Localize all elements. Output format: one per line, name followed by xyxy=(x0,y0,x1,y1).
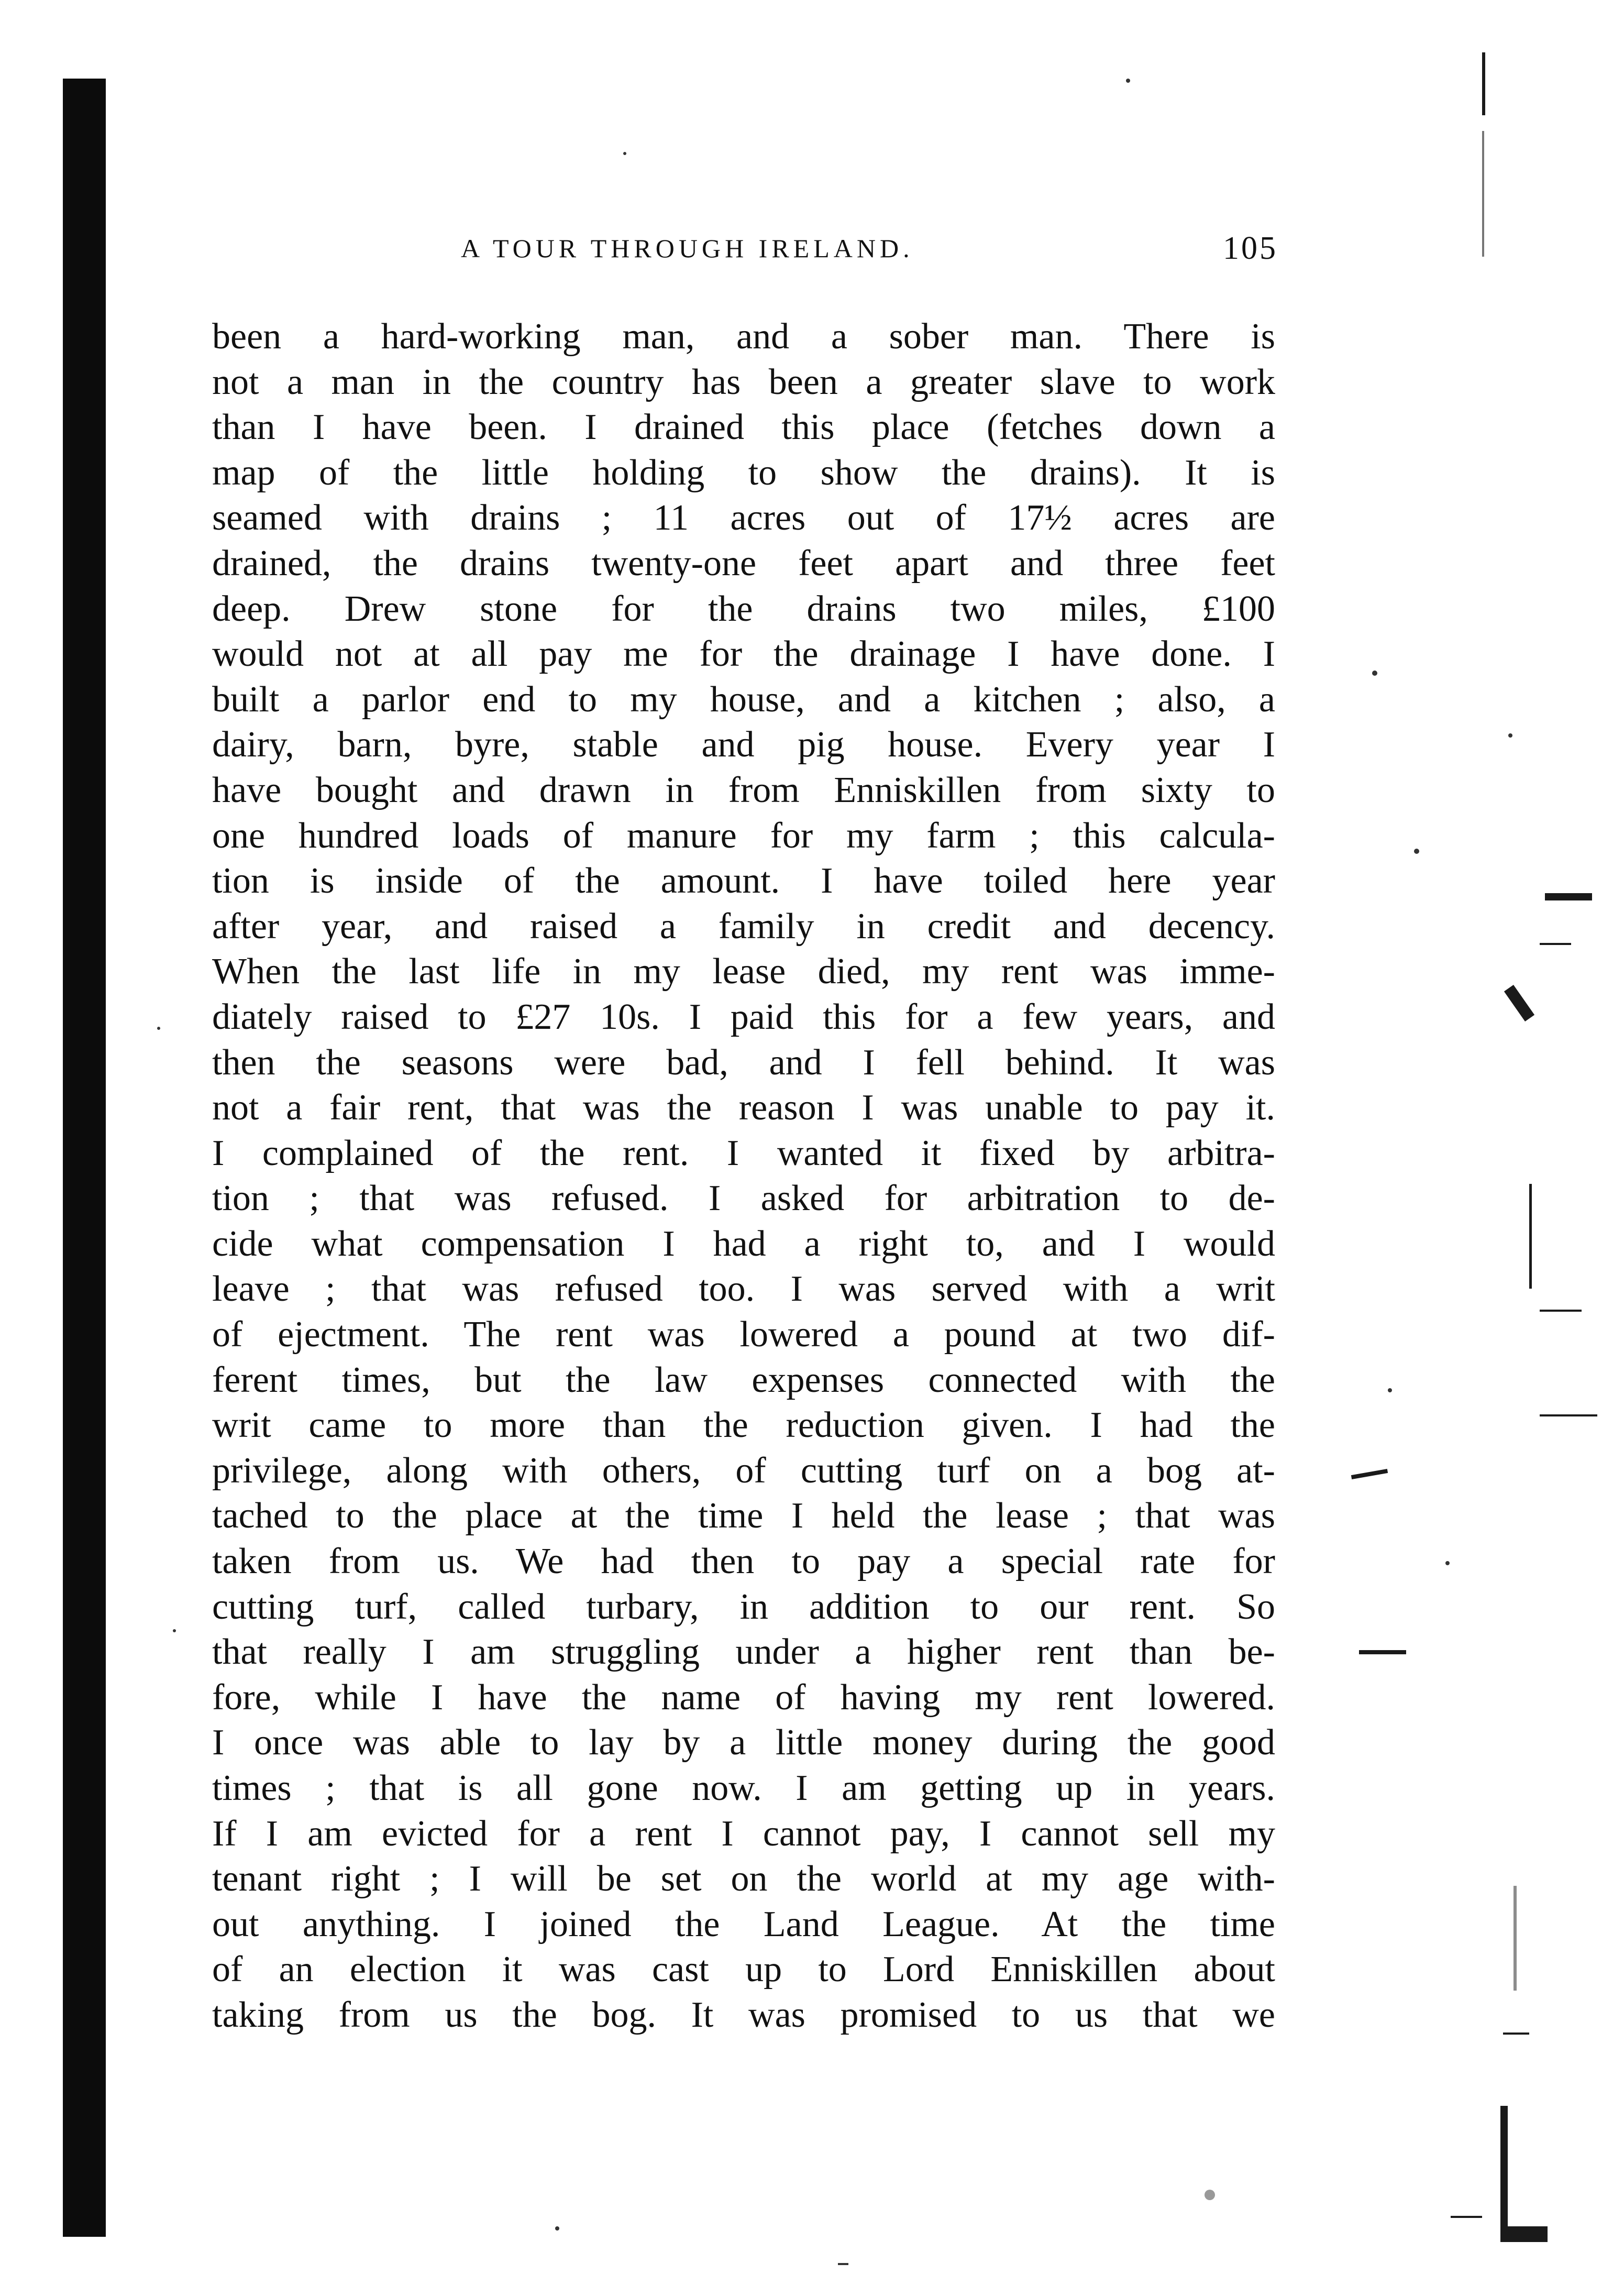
text-line: If I am evicted for a rent I cannot pay, I cannot sell my xyxy=(212,1813,1275,1854)
scan-artifact xyxy=(623,152,626,155)
text-line: cutting turf, called turbary, in addition to our rent. So xyxy=(212,1586,1275,1627)
scan-artifact xyxy=(1540,943,1571,945)
scan-artifact xyxy=(1504,985,1534,1021)
body-text xyxy=(212,314,1275,2038)
scan-artifact xyxy=(1351,1469,1388,1479)
scan-artifact xyxy=(1500,2106,1508,2226)
text-line: ferent times, but the law expenses connected with the xyxy=(212,1359,1275,1400)
page-header xyxy=(461,230,1278,280)
text-line: that really I am struggling under a higher rent than be- xyxy=(212,1632,1275,1673)
scan-artifact xyxy=(838,2263,848,2265)
text-line: have bought and drawn in from Enniskillen from sixty to xyxy=(212,770,1275,810)
text-line: times ; that is all gone now. I am getting up in years. xyxy=(212,1768,1275,1808)
running-title: A TOUR THROUGH IRELAND. xyxy=(461,234,914,263)
text-line: cide what compensation I had a right to, and I would xyxy=(212,1223,1275,1264)
text-line: writ came to more than the reduction given. I had the xyxy=(212,1405,1275,1446)
text-line: taking from us the bog. It was promised to us that we xyxy=(212,1994,1275,2035)
scan-artifact xyxy=(1126,79,1130,83)
text-line: would not at all pay me for the drainage I have done. I xyxy=(212,634,1275,675)
text-line: then the seasons were bad, and I fell behind. It was xyxy=(212,1042,1275,1083)
text-line: I complained of the rent. I wanted it fixed by arbitra- xyxy=(212,1133,1275,1173)
scan-artifact xyxy=(173,1629,176,1632)
text-line: one hundred loads of manure for my farm ; this calcula- xyxy=(212,815,1275,856)
text-line: tion is inside of the amount. I have toiled here year xyxy=(212,861,1275,902)
text-line: than I have been. I drained this place (fetches down a xyxy=(212,407,1275,448)
scan-artifact xyxy=(1205,2190,1215,2200)
text-line: after year, and raised a family in credit and decency. xyxy=(212,906,1275,947)
scan-artifact xyxy=(1445,1561,1450,1565)
page-number: 105 xyxy=(1223,230,1278,266)
text-line: diately raised to £27 10s. I paid this for a few years, and xyxy=(212,996,1275,1037)
text-line: tenant right ; I will be set on the world at my age with- xyxy=(212,1859,1275,1899)
scan-artifact xyxy=(1503,2033,1529,2035)
text-line: taken from us. We had then to pay a special rate for xyxy=(212,1541,1275,1582)
scan-artifact xyxy=(1540,1414,1597,1416)
scan-artifact xyxy=(1482,131,1484,257)
scan-artifact xyxy=(1482,52,1485,115)
text-line: privilege, along with others, of cutting turf on a bog at- xyxy=(212,1450,1275,1491)
right-margin-scan-artifacts xyxy=(1309,52,1603,2253)
scan-artifact xyxy=(1414,849,1419,854)
text-line: deep. Drew stone for the drains two miles, £100 xyxy=(212,588,1275,629)
scan-artifact xyxy=(1508,733,1512,738)
text-line: built a parlor end to my house, and a kitchen ; also, a xyxy=(212,679,1275,720)
text-line: of an election it was cast up to Lord Enniskillen about xyxy=(212,1949,1275,1990)
text-line: fore, while I have the name of having my rent lowered. xyxy=(212,1677,1275,1718)
scan-artifact xyxy=(1529,1184,1532,1289)
scan-artifact xyxy=(1372,671,1377,676)
scan-artifact xyxy=(1513,1886,1517,1991)
scan-artifact xyxy=(1540,1310,1582,1312)
scan-artifact xyxy=(1359,1650,1406,1654)
scan-artifact xyxy=(1545,893,1592,900)
text-line: of ejectment. The rent was lowered a pound at two dif- xyxy=(212,1314,1275,1355)
text-line: tached to the place at the time I held the lease ; that was xyxy=(212,1496,1275,1536)
scan-artifact xyxy=(1388,1388,1392,1392)
text-line: not a fair rent, that was the reason I was unable to pay it. xyxy=(212,1087,1275,1128)
text-line: dairy, barn, byre, stable and pig house. Every year I xyxy=(212,724,1275,765)
text-line: When the last life in my lease died, my rent was imme- xyxy=(212,951,1275,992)
text-line: drained, the drains twenty-one feet apart and three feet xyxy=(212,543,1275,584)
scan-artifact xyxy=(555,2226,559,2231)
scan-artifact xyxy=(1451,2216,1482,2218)
scan-artifact xyxy=(1500,2226,1548,2242)
text-line: tion ; that was refused. I asked for arbitration to de- xyxy=(212,1178,1275,1219)
text-line: out anything. I joined the Land League. At the time xyxy=(212,1904,1275,1945)
text-line: leave ; that was refused too. I was served with a writ xyxy=(212,1269,1275,1310)
text-line: I once was able to lay by a little money during the good xyxy=(212,1722,1275,1763)
text-line: map of the little holding to show the drains). It is xyxy=(212,452,1275,493)
text-line: not a man in the country has been a greater slave to work xyxy=(212,361,1275,402)
scan-artifact xyxy=(157,1027,160,1030)
text-line: been a hard-working man, and a sober man. There is xyxy=(212,316,1275,357)
text-line: seamed with drains ; 11 acres out of 17½ acres are xyxy=(212,498,1275,539)
book-spine-shadow xyxy=(63,79,106,2237)
